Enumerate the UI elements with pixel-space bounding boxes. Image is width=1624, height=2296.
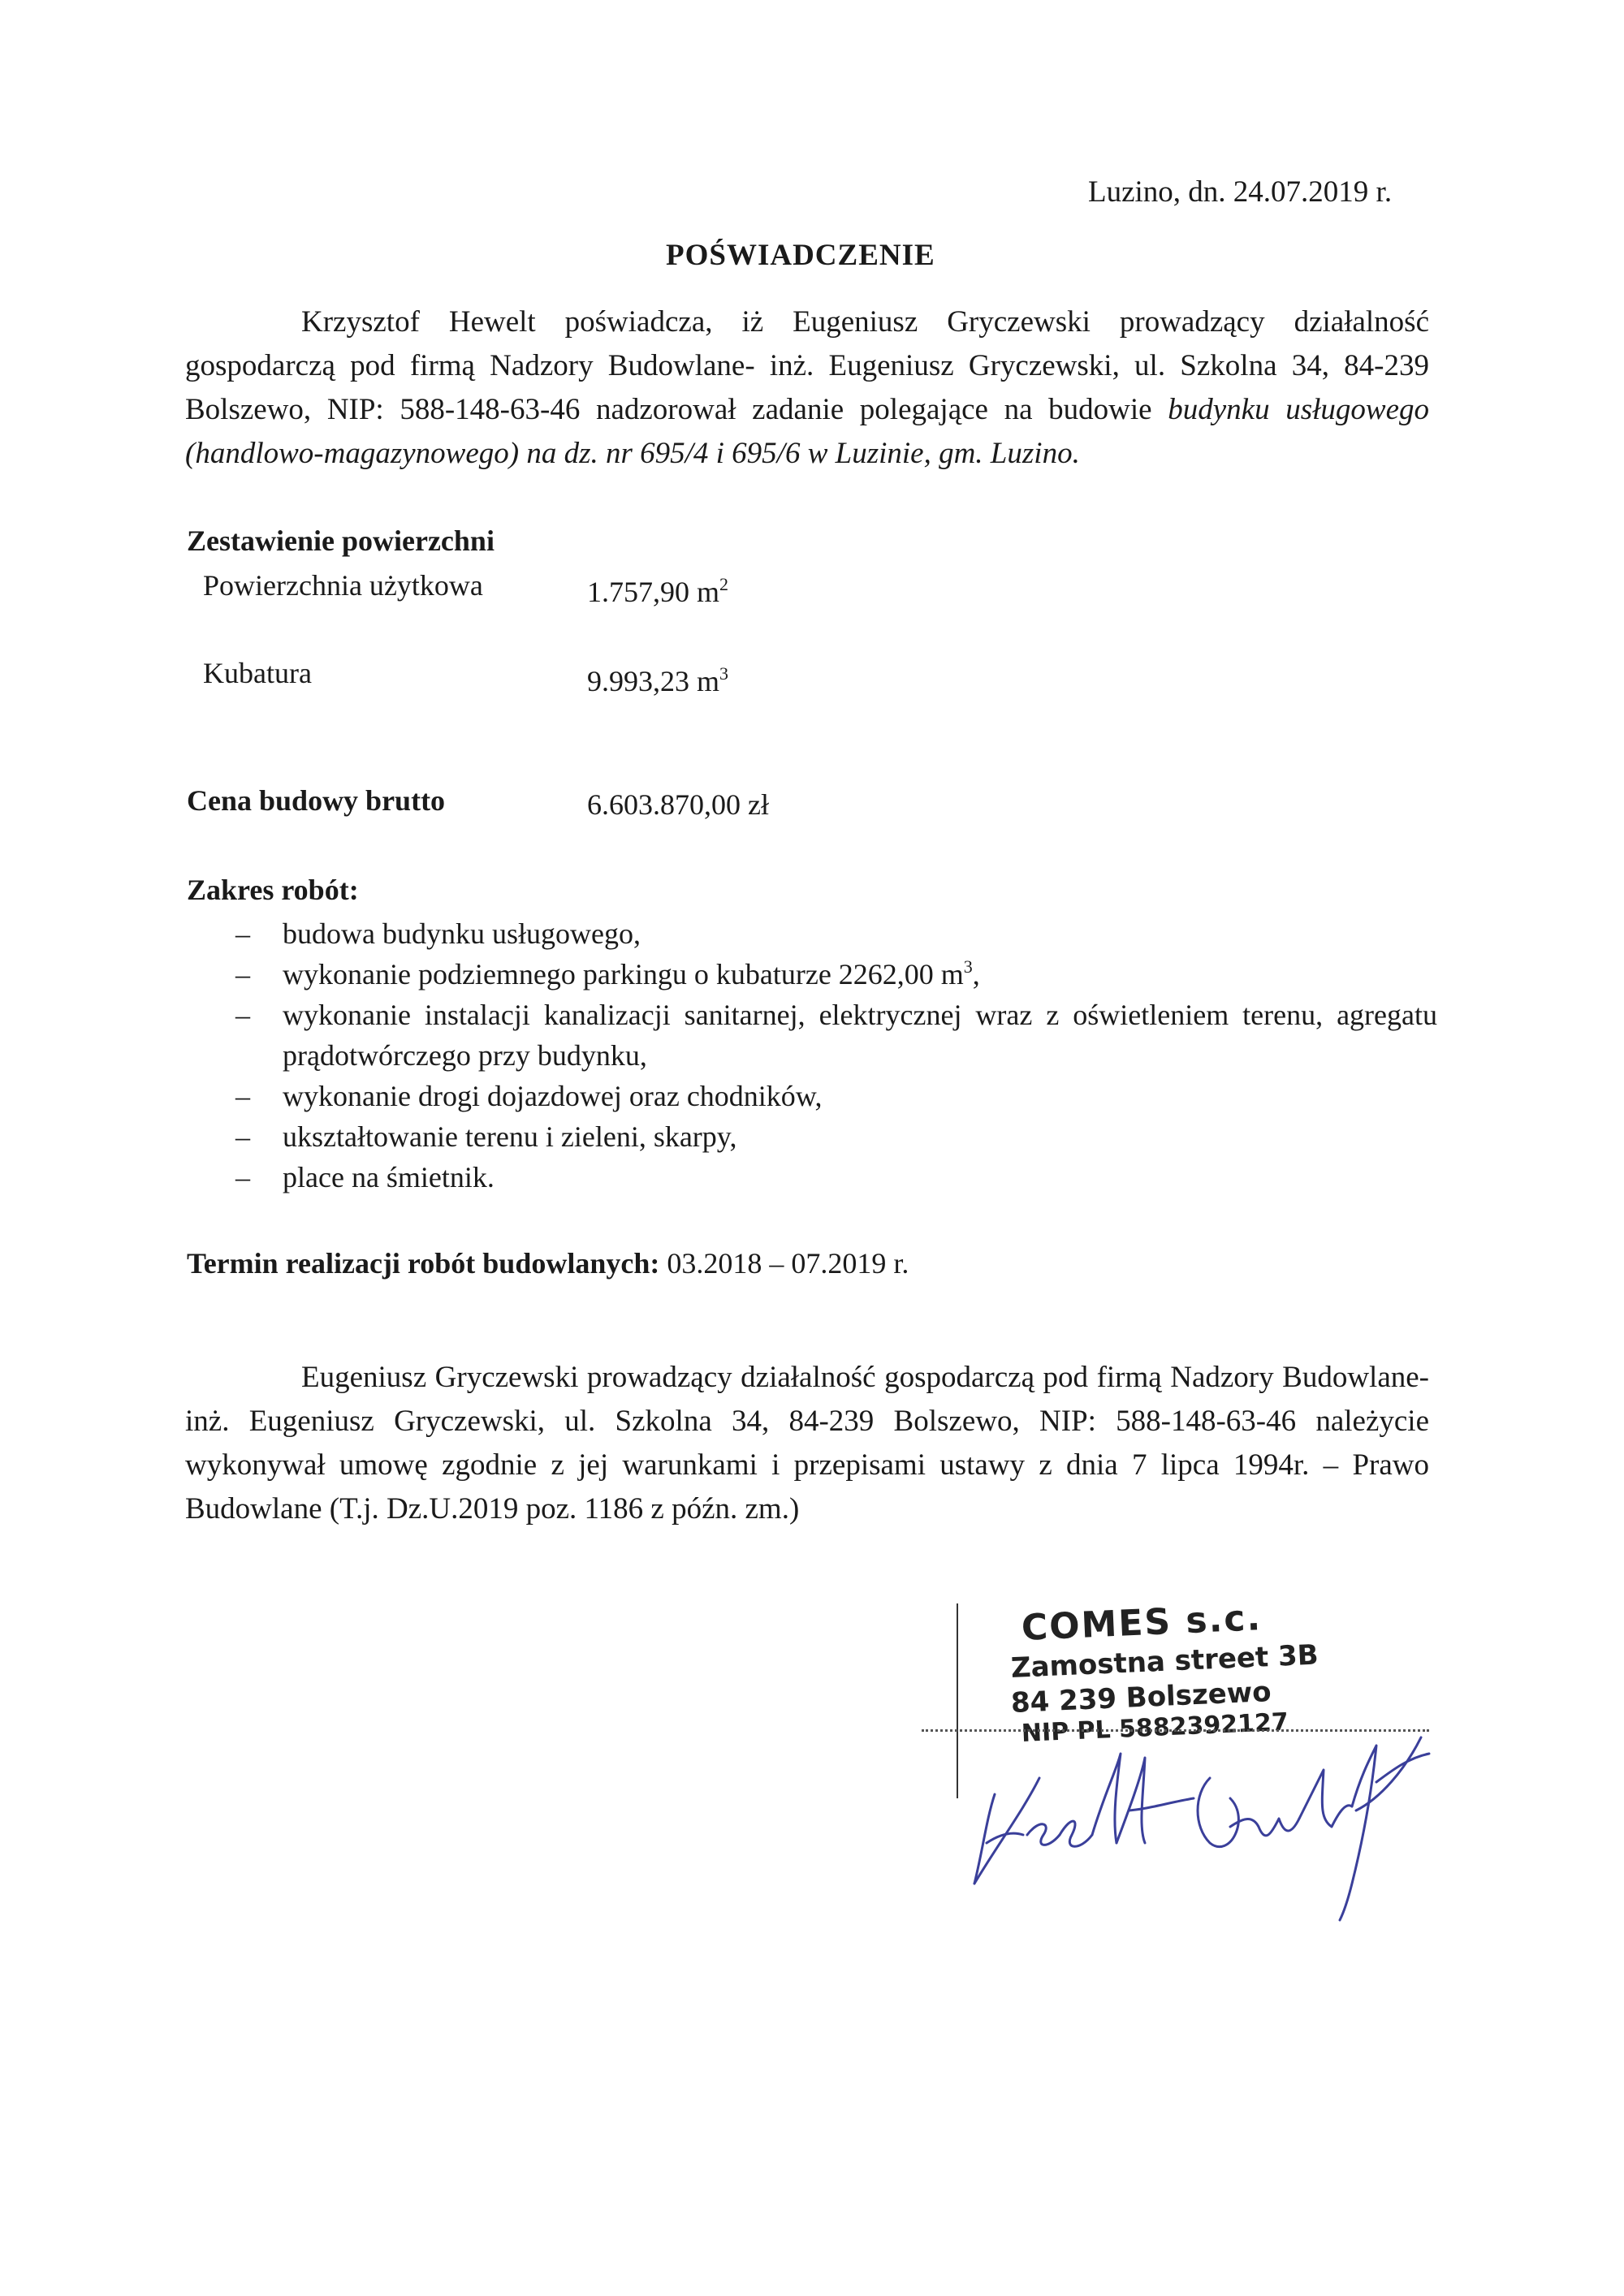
stamp-nip: NIP PL 5882392127 [1021, 1707, 1289, 1748]
closing-text: Eugeniusz Gryczewski prowadzący działalność gospodarczą pod firmą Nadzory Budowlane- inż. Eugeniusz Gryczewski, ul. Szkolna 34, 84-239 Bolszewo, NIP: 588-148-63-46 należycie wykonywał umowę zgodnie z jej warunkami i przepisami ustawy z dnia 7 lipca 1994r. – Prawo Budowlane (T.j. Dz.U.2019 poz. 1186 z późn. zm.) [185, 1361, 1429, 1526]
surface-value-volume [587, 664, 728, 698]
intro-text: Krzysztof Hewelt poświadcza, iż Eugeniusz Gryczewski prowadzący działalność gospodarczą pod firmą Nadzory Budowlane- inż. Eugeniusz Gryczewski, ul. Szkolna 34, 84-239 Bolszewo, NIP: 588-148-63-46 nadzorował zadanie polegające na budowie [185, 305, 1429, 426]
surface-value-usable-number: 1.757,90 m [587, 576, 720, 608]
list-item-text: wykonanie drogi dojazdowej oraz chodników, [283, 1080, 823, 1112]
list-dash: – [235, 1161, 250, 1193]
list-dash: – [235, 958, 250, 990]
handwritten-signature [950, 1721, 1453, 1924]
cost-label: Cena budowy brutto [187, 784, 446, 817]
term-line [187, 1246, 909, 1280]
list-dash: – [235, 917, 250, 950]
list-dash: – [235, 1120, 250, 1153]
term-label: Termin realizacji robót budowlanych: [187, 1247, 660, 1280]
list-item-text: ukształtowanie terenu i zieleni, skarpy, [283, 1120, 737, 1153]
stamp-city: 84 239 Bolszewo [1010, 1676, 1272, 1720]
document-title: POŚWIADCZENIE [666, 239, 935, 272]
list-item-sup: 3 [963, 956, 973, 977]
list-item [187, 1157, 1437, 1198]
surfaces-heading: Zestawienie powierzchni [187, 524, 495, 557]
list-dash: – [235, 1080, 250, 1112]
list-item [187, 913, 1437, 954]
surface-label-volume: Kubatura [203, 657, 312, 689]
scope-list [187, 913, 1437, 1198]
list-item [187, 1076, 1437, 1116]
list-item-text: wykonanie instalacji kanalizacji sanitarnej, elektrycznej wraz z oświetleniem terenu, agregatu prądotwórczego przy budynku, [283, 999, 1437, 1072]
list-item-text: wykonanie podziemnego parkingu o kubaturze 2262,00 m [283, 958, 964, 990]
surface-value-volume-number: 9.993,23 m [587, 665, 720, 697]
cost-value: 6.603.870,00 zł [587, 788, 769, 821]
surface-value-usable-sup: 2 [719, 574, 729, 594]
closing-paragraph [185, 1356, 1429, 1531]
stamp-company: COMES s.c. [1020, 1597, 1263, 1649]
list-item-text: place na śmietnik. [283, 1161, 495, 1193]
term-value: 03.2018 – 07.2019 r. [659, 1247, 909, 1280]
place-date: Luzino, dn. 24.07.2019 r. [1088, 175, 1393, 209]
list-item-text: budowa budynku usługowego, [283, 917, 641, 950]
list-item [187, 954, 1437, 995]
list-dash: – [235, 999, 250, 1031]
intro-text-italic: budynku usługowego (handlowo-magazynowego) na dz. nr 695/4 i 695/6 w Luzinie, gm. Luzino. [185, 393, 1429, 470]
scope-heading: Zakres robót: [187, 874, 359, 906]
list-item [187, 1116, 1437, 1157]
stamp-street: Zamostna street 3B [1010, 1638, 1320, 1685]
surface-label-usable: Powierzchnia użytkowa [203, 569, 483, 602]
list-item [187, 995, 1437, 1076]
intro-paragraph [185, 300, 1429, 476]
surface-value-volume-sup: 3 [719, 663, 729, 684]
surface-value-usable [587, 575, 728, 609]
list-item-tail: , [972, 958, 980, 990]
